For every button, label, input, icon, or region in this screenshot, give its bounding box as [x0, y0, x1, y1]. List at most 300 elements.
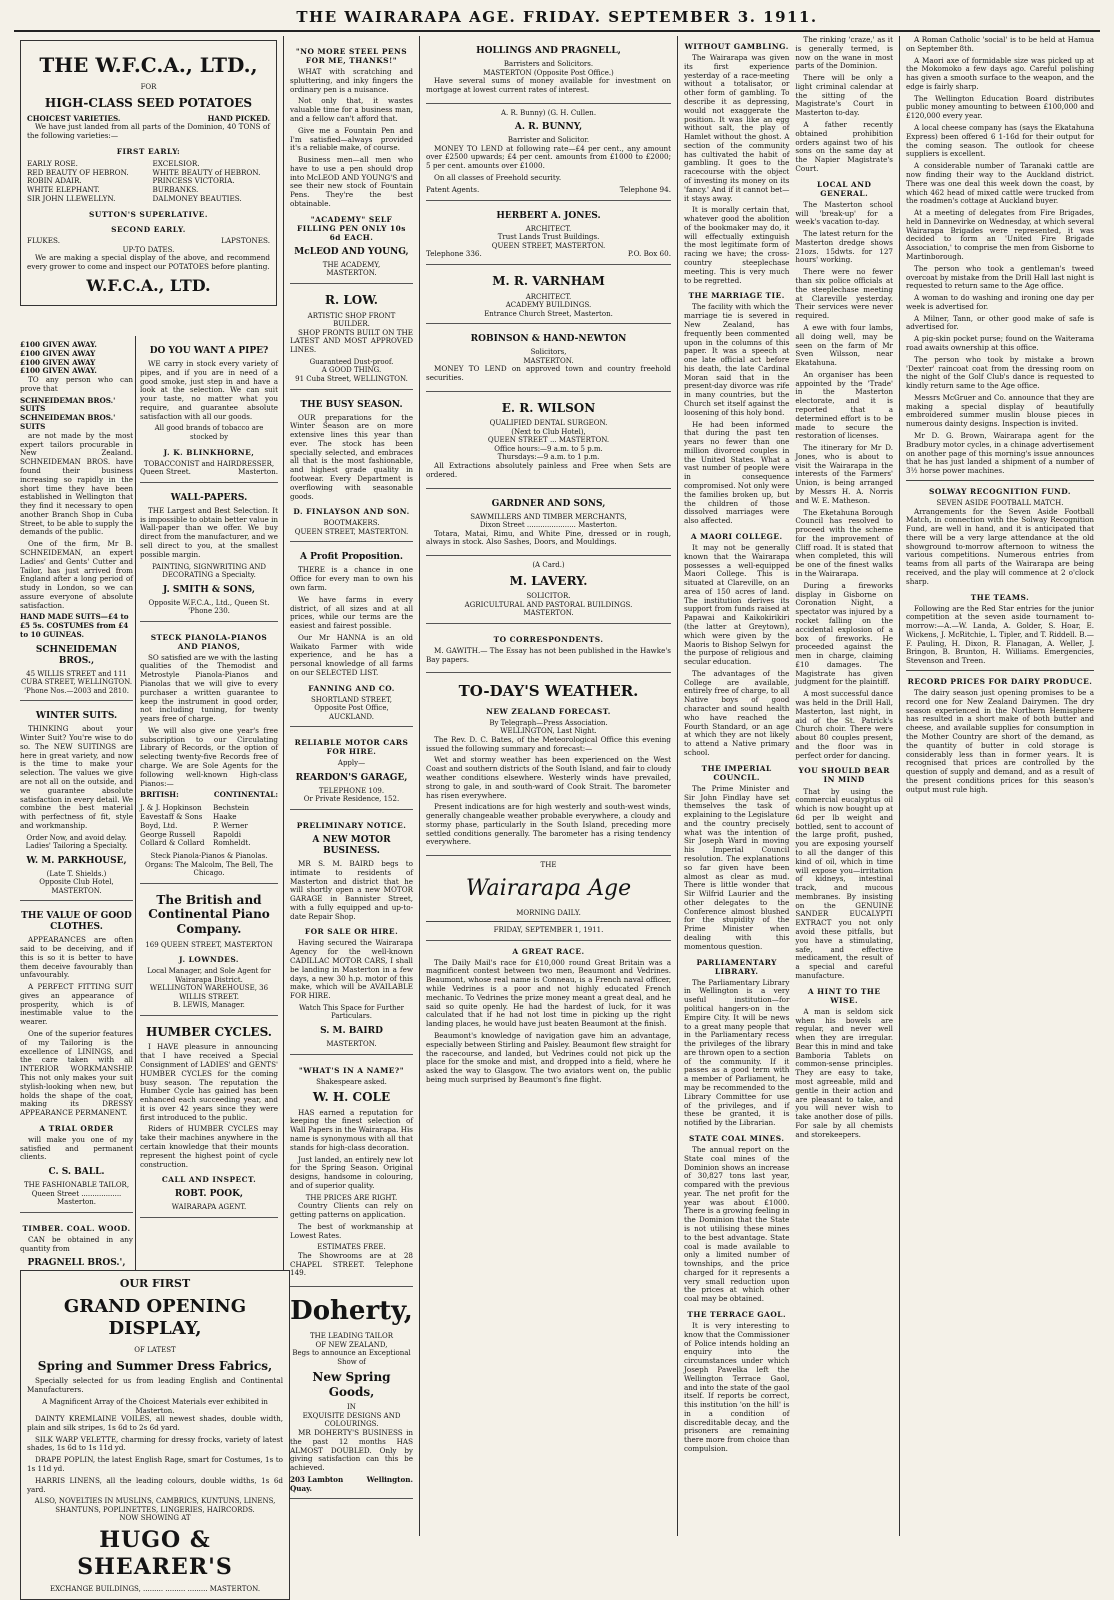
- news-item: A Milner, Tann, or other good make of safe is advertised for.: [906, 313, 1094, 332]
- solway-head: SOLWAY RECOGNITION FUND.: [928, 486, 1072, 496]
- notice-head: PRELIMINARY NOTICE.: [296, 821, 407, 830]
- profit-body: THERE is a chance in one Office for every man to own his own farm.: [290, 565, 413, 592]
- wfca-variety: DALMONEY BEAUTIES.: [152, 194, 242, 204]
- news-item: The rinking 'craze,' as it is generally termed, is now on the wane in most parts of the Dominion.: [795, 35, 893, 71]
- value-body2: A PERFECT FITTING SUIT gives an appearance of prosperity, which is of inestimable value to the wearer.: [20, 982, 133, 1027]
- grand-item: HARRIS LINENS, all the leading colours, double widths, 1s 6d yard.: [27, 1475, 283, 1494]
- jones-firm: HERBERT A. JONES.: [496, 210, 601, 221]
- teams-body: Following are the Red Star entries for the junior competition at the seven aside tournament to-morrow:—A.—W. Landa, A. Golder, S. Hoar, E. Wickens, J. McRitchie, L. Tipler, and T. Riddell. B.—F. Pauling, H. Dixon, R. Flanagan, A. Weller, J. Bringon, B. Brunton, H. Williams. Emergencies, Stevenson and Treen.: [906, 603, 1094, 666]
- giveaway-line: £100 GIVEN AWAY: [20, 357, 96, 367]
- gardner-firm: GARDNER AND SONS,: [491, 498, 606, 509]
- notice-body: MR S. M. BAIRD begs to intimate to residents of Masterton and district that he will shortly open a new MOTOR GARAGE in Bannister Street, with a fully equipped and up-to-date Repair Shop.: [290, 858, 413, 921]
- hollings-ad: [426, 36, 671, 104]
- jones-addr2: QUEEN STREET, MASTERTON.: [491, 241, 606, 250]
- winter-title: WINTER SUITS.: [35, 711, 118, 722]
- local-item: During a fireworks display in Gisborne on Coronation Night, a spectator was injured by a rocket falling on the accidental explosion of a box of fireworks. He proceeded against the men in charge, claiming £10 damages. The Magistrate has given judgment for the plaintiff.: [795, 580, 893, 687]
- wfca-for: FOR: [140, 83, 157, 92]
- bunny-tel: Telephone 94.: [619, 184, 671, 194]
- bunny-body: MONEY TO LEND at following rate—£4 per cent., any amount over £2500 upwards; £4 per cent. amounts from £1000 to £2000; 5 per cent. amounts over £1000.: [426, 143, 671, 171]
- british-piano-manager: B. LEWIS, Manager.: [173, 1001, 245, 1010]
- busy-ad: [290, 390, 413, 543]
- pens-firm: McLEOD AND YOUNG,: [294, 246, 409, 257]
- robinson-town: MASTERTON.: [523, 356, 574, 365]
- age-date: FRIDAY, SEPTEMBER 1, 1911.: [493, 926, 604, 935]
- imperial-head: THE IMPERIAL COUNCIL.: [701, 763, 772, 782]
- grand-title: GRAND OPENING DISPLAY,: [63, 1296, 247, 1340]
- race-article: [426, 947, 671, 1085]
- pens-addr: THE ACADEMY,: [322, 260, 381, 269]
- piano-brand: Collard & Collard: [140, 838, 205, 848]
- race-body2: Beaumont's knowledge of navigation gave him an advantage, especially between Stirling and Paisley. Beaumont flew straight for the racecourse, and landed, but Vedrines could not pick up the place for the smoke and mist, and dropped into a field, where he asked the way to Glasgow. The two aviators went on, the public being much surprised by Beaumont's fine flight.: [426, 1030, 671, 1084]
- bunny-role: Barrister and Solicitor.: [507, 136, 590, 145]
- weather-title: TO-DAY'S WEATHER.: [458, 682, 639, 701]
- lavery-ad: [426, 556, 671, 624]
- bunny-firm: A. R. BUNNY,: [514, 122, 583, 133]
- bunny-names: A. R. Bunny) (G. H. Cullen.: [500, 108, 597, 117]
- gaol-body: It is very interesting to know that the Commissioner of Police intends holding an enquiry into the circumstances under which Joseph Pawelka left the Wellington Terrace Gaol, and into the state of the gaol itself. If reports be correct, this institution 'on the hill' is in a condition of discreditable decay, and the prisoners are remaining there more from choice than compulsion.: [684, 1321, 790, 1453]
- column-4: [678, 36, 900, 1536]
- steck-steck: Steck Pianola-Pianos & Pianolas.: [150, 852, 268, 861]
- doherty-addr: 203 Lambton Quay.: [290, 1474, 344, 1493]
- news-item: A woman to do washing and ironing one day per week is advertised for.: [906, 293, 1094, 311]
- steck-title: STECK PIANOLA-PIANOS AND PIANOS,: [150, 632, 268, 651]
- weather-date: WELLINGTON, Last Night.: [500, 727, 597, 736]
- jones-addr: Trust Lands Trust Buildings.: [497, 233, 600, 242]
- cole-ad: [290, 1055, 413, 1288]
- rlow-addr: 91 Cuba Street, WELLINGTON.: [295, 375, 408, 383]
- grand-firm: HUGO & SHEARER'S: [77, 1526, 233, 1580]
- marriage-head: THE MARRIAGE TIE.: [688, 291, 785, 301]
- robinson-sub: Solicitors,: [530, 348, 567, 357]
- news-item: A father recently obtained prohibition orders against two of his sons on the same day at the Napier Magistrate's Court.: [795, 120, 893, 173]
- jones-tel: Telephone 336.: [426, 249, 482, 259]
- rlow-title: R. LOW.: [324, 292, 378, 307]
- grand-our-first: OUR FIRST: [119, 1277, 191, 1290]
- lavery-role: SOLICITOR.: [526, 592, 571, 601]
- mind-head: YOU SHOULD BEAR IN MIND: [798, 766, 890, 785]
- wfca-footer: We are making a special display of the above, and recommend every grower to come and inspect our POTATOES before planting.: [27, 253, 270, 271]
- grand-footer: EXCHANGE BUILDINGS, ......... ......... ......... MASTERTON.: [49, 1584, 261, 1593]
- column-2: [284, 36, 420, 1536]
- value-trial2: will make you one of my satisfied and permanent clients.: [20, 1134, 133, 1162]
- news-item: Mr D. G. Brown, Wairarapa agent for the Bradbury motor cycles, in a chinage advertisement on another page of this morning's issue announces that he has just landed a shipment of a number of 3½ horse power machines.: [906, 431, 1094, 476]
- gardner-ad: [426, 489, 671, 557]
- coal-body: The annual report on the State coal mines of the Dominion shows an increase of 30,827 tons last year, compared with the previous year. The net profit for the year was about £1000. There is a growing feeling in the Dominion that the State is not utilising these mines to the best advantage. State coal is made available to only a limited number of townships, and the price charged for it represents a very small reduction upon the prices at which other coal may be obtained.: [684, 1144, 790, 1304]
- dairy-body: The dairy season just opening promises to be a record one for New Zealand Dairymen. The dry season experienced in the Northern Hemisphere has resulted in a short make of both butter and cheese, and available supplies for consumption in the Mother Country are short of the demand, as the quantity of butter in cold storage is considerably less than in former years. It is recognised that prices are controlled by the question of supply and demand, and as a result of the present conditions prices for this season's output must rule high.: [906, 688, 1094, 794]
- rlow-sub: ARTISTIC SHOP FRONT BUILDER.: [307, 311, 396, 329]
- lavery-firm: M. LAVERY.: [509, 573, 588, 588]
- varnham-addr: ACADEMY BUILDINGS.: [505, 301, 592, 310]
- piano-brand: P. Werner: [213, 820, 248, 830]
- robinson-body: MONEY TO LEND on approved town and country freehold securities.: [426, 364, 671, 382]
- pipe-firm: J. K. BLINKHORNE,: [163, 447, 255, 457]
- notice-town: MASTERTON.: [326, 1039, 377, 1048]
- news-item: A Maori axe of formidable size was picked up at the Mokomoko a few days ago. Careful polishing has given a smooth surface to the weapon, and the edge is fairly sharp.: [906, 55, 1094, 91]
- pipe-addr: Queen Street.: [140, 467, 191, 477]
- wfca-lapstones: LAPSTONES.: [221, 235, 270, 245]
- rlow-good: A GOOD THING.: [321, 366, 382, 375]
- wilson-body: All Extractions absolutely painless and Free when Sets are ordered.: [426, 460, 671, 479]
- doherty-in: IN: [347, 1403, 356, 1412]
- library-body: The Parliamentary Library in Wellington is a very useful institution—for political hangers-on in the Empire City. It will be news to a great many people that in the Parliamentary recess the privileges of the library are thrown open to a section of the community. If it passes as a good term with a member of Parliament, he may be recommended to the Library Committee for use of the privileges, and if these be granted, it is notified by the Librarian.: [684, 977, 790, 1128]
- pens-ad: [290, 36, 413, 284]
- humber-body2: Riders of HUMBER CYCLES may take their machines anywhere in the certain knowledge that their mounts represent the highest point of cycle construction.: [140, 1124, 278, 1169]
- gaol-head: THE TERRACE GAOL.: [687, 1310, 787, 1320]
- schneideman-phone: 'Phone Nos.—2003 and 2810.: [24, 686, 129, 695]
- humber-firm: ROBT. POOK,: [174, 1189, 244, 1200]
- wilson-firm: E. R. WILSON: [501, 400, 596, 415]
- profit-town: AUCKLAND.: [329, 712, 374, 721]
- pipe-role: TOBACCONIST and HAIRDRESSER,: [143, 459, 275, 468]
- schneideman-body: are not made by the most expert tailors procurable in New Zealand. SCHNEIDEMAN BROS. have found their business increasing so rapidly in the short time they have been established in Wellington that they find it necessary to open another Branch Shop in Cuba Street, to be able to supply the demands of the public.: [20, 430, 134, 537]
- piano-brand: Boyd, Ltd.: [140, 820, 178, 830]
- giveaway-line: £100 GIVEN AWAY.: [20, 366, 97, 376]
- piano-brand: Bechstein: [213, 803, 249, 813]
- wfca-superlative: SUTTON'S SUPERLATIVE.: [89, 209, 208, 219]
- schneideman-firm: SCHNEIDEMAN BROS.,: [35, 644, 118, 666]
- local-item: The itinerary for Mr D. Jones, who is about to visit the Wairarapa in the interests of the Farmers' Union, is being arranged by Messrs H. A. Norris and W. E. Matheson.: [795, 443, 893, 505]
- wfca-variety: BURBANKS.: [152, 185, 199, 195]
- wfca-intro: We have just landed from all parts of the Dominion, 40 TONS of the following varieties:—: [27, 122, 270, 141]
- hint-head: A HINT TO THE WISE.: [807, 986, 881, 1005]
- british-piano-title: The British and Continental Piano Company.: [148, 892, 270, 936]
- winter-ad: [20, 701, 133, 901]
- busy-title: THE BUSY SEASON.: [300, 399, 403, 410]
- british-piano-role: Local Manager, and Sole Agent for Wairarapa District.: [147, 967, 271, 984]
- robinson-firm: ROBINSON & HAND-NEWTON: [470, 334, 627, 345]
- wilson-thurs: Thursdays:—9 a.m. to 1 p.m.: [497, 453, 600, 462]
- schneideman-line: SCHNEIDEMAN BROS.' SUITS: [20, 395, 116, 414]
- timber-head: TIMBER. COAL. WOOD.: [22, 1223, 131, 1233]
- cole-body3: Country Clients can rely on getting patterns on application.: [290, 1201, 413, 1220]
- doherty-body: MR DOHERTY'S BUSINESS in the past 12 months HAS ALMOST DOUBLED. Only by giving satisfaction can this be achieved.: [290, 1427, 413, 1473]
- local-item: The Masterton school will 'break-up' for a week's vacation to-day.: [795, 199, 893, 227]
- doherty-new: New Spring Goods,: [312, 1370, 391, 1399]
- motorcar-firm: REARDON'S GARAGE,: [295, 772, 408, 783]
- library-head: PARLIAMENTARY LIBRARY.: [696, 957, 777, 976]
- steck-body2: We will also give one year's free subscription to our Circulating Library of Records, or the option of selecting twenty-five Records free of charge. We are Sole Agents for the following well-known High-class Pianos:—: [140, 725, 278, 788]
- column-5: [900, 36, 1100, 1536]
- varnham-firm: M. R. VARNHAM: [492, 273, 605, 288]
- column-1: [14, 36, 284, 1593]
- varnham-ad: [426, 265, 671, 324]
- doherty-sub: THE LEADING TAILOR: [309, 1331, 393, 1340]
- local-item: An organiser has been appointed by the 'Trade' in the Masterton electorate, and it is reported that a determined effort is to be made to secure the restoration of licenses.: [795, 369, 893, 441]
- marriage-body2: He had been informed that during the past ten years no fewer than one million divorced couples in the United States. What a vast number of people were in consequence compromised. Not only were the families broken up, but the children of those dissolved marriages were also affected.: [684, 419, 790, 526]
- cole-firm: W. H. COLE: [312, 1090, 391, 1105]
- doherty-town: Wellington.: [366, 1474, 413, 1484]
- pens-body3: Give me a Fountain Pen and I'm satisfied—always provided it's a reliable make, of course.: [290, 125, 413, 153]
- wfca-sign: W.F.C.A., LTD.: [86, 275, 211, 295]
- pens-head: "NO MORE STEEL PENS FOR ME, THANKS!": [295, 47, 408, 66]
- news-item: At a meeting of delegates from Fire Brigades, held in Dannevirke on Wednesday, at which several Wairarapa Brigades were represented, it was decided to form an 'United Fire Brigade Association,' to comprise the men from Gisborne to Martinborough.: [906, 208, 1094, 261]
- local-item: The latest return for the Masterton dredge shows 21ozs. 15dwts. for 127 hours' working.: [795, 229, 893, 265]
- wallpapers-firm: J. SMITH & SONS,: [163, 584, 255, 595]
- motorcar-ad: [290, 727, 413, 810]
- news-item: A local cheese company has (says the Ekatahuna Express) been offered 6 1-16d for their output for the coming season. The outlook for cheese suppliers is excellent.: [906, 123, 1094, 159]
- winter-order: Order Now, and avoid delay.: [26, 833, 127, 842]
- notice-ad: [290, 810, 413, 1055]
- notice-body2: Having secured the Wairarapa Agency for the well-known CADILLAC MOTOR CARS, I shall be landing in Masterton in a few days, a new 30 h.p. motor of this make, which will be AVAILABLE FOR HIRE.: [290, 938, 413, 1001]
- wallpapers-phone: 'Phone 230.: [188, 607, 230, 616]
- notice-sale: FOR SALE OR HIRE.: [304, 927, 399, 937]
- british-piano-warehouse: WELLINGTON WAREHOUSE, 36 WILLIS STREET.: [149, 984, 269, 1001]
- steck-body: SO satisfied are we with the lasting qualities of the Themodist and Metrostyle Pianola-Pianos and Pianolas that we will give to every purchaser a written guarantee to keep the instrument in good order, not including tuning, for twenty years free of charge.: [140, 652, 278, 724]
- british-piano-ad: [140, 884, 278, 1016]
- wfca-variety: ROBIN ADAIR.: [27, 176, 82, 186]
- busy-addr: QUEEN STREET, MASTERTON.: [294, 527, 409, 536]
- value-firm: C. S. BALL.: [48, 1167, 105, 1178]
- timber-firm: PRAGNELL BROS.',: [27, 1258, 126, 1269]
- cole-prices: THE PRICES ARE RIGHT.: [305, 1193, 398, 1202]
- masthead: THE WAIRARAPA AGE. FRIDAY. SEPTEMBER 3. 1911.: [296, 8, 818, 26]
- weather-body: The Rev. D. C. Bates, of the Meteorological Office this evening issued the following summary and forecast:—: [426, 734, 671, 753]
- jones-ad: [426, 201, 671, 265]
- schneideman-line: SCHNEIDEMAN BROS.' SUITS: [20, 413, 116, 432]
- pipe-body: WE carry in stock every variety of pipes, and if you are in need of a good smoke, just step in and have a look at the selection. We can suit your taste, no matter what you require, and guarantee absolute satisfaction with all our goods.: [140, 358, 278, 421]
- busy-firm: D. FINLAYSON AND SON.: [293, 507, 410, 517]
- wfca-variety: SIR JOHN LLEWELLYN.: [27, 194, 116, 204]
- wfca-title: THE W.F.C.A., LTD.,: [39, 53, 258, 77]
- piano-brand: Rapoldi: [213, 829, 241, 839]
- pens-body2: Not only that, it wastes valuable time for a business man, and a fellow can't afford that.: [290, 96, 413, 123]
- piano-brand: Eavestaff & Sons: [140, 811, 203, 821]
- notice-title: A NEW MOTOR BUSINESS.: [312, 835, 391, 856]
- schneideman-lead: TO any person who can prove that: [20, 375, 133, 393]
- doherty-designs: EXQUISITE DESIGNS AND COLOURINGS.: [302, 1411, 401, 1429]
- grand-spring: Spring and Summer Dress Fabrics,: [37, 1358, 273, 1373]
- wallpapers-ad: [140, 483, 278, 622]
- column-3: [420, 36, 678, 1536]
- wilson-addr: (Next to Club Hotel),: [511, 427, 586, 436]
- corresp-body: M. GAWITH.— The Essay has not been published in the Hawke's Bay papers.: [426, 645, 671, 664]
- doherty-begs: Begs to announce an Exceptional Show of: [292, 1349, 411, 1366]
- wfca-variety: WHITE BEAUTY of HEBRON.: [152, 167, 261, 177]
- humber-role: WAIRARAPA AGENT.: [171, 1203, 247, 1212]
- age-nameplate: [426, 856, 671, 940]
- humber-call: CALL AND INSPECT.: [161, 1175, 257, 1185]
- piano-brand: Romheldt.: [213, 838, 251, 848]
- pens-town: MASTERTON.: [326, 269, 377, 278]
- motorcar-head: RELIABLE MOTOR CARS FOR HIRE.: [294, 738, 409, 757]
- grand-item: DRAPE POPLIN, the latest English Rage, smart for Costumes, 1s to 1s 11d yd.: [27, 1455, 283, 1473]
- wfca-variety: PRINCESS VICTORIA.: [152, 176, 235, 186]
- lavery-town: MASTERTON.: [523, 609, 574, 618]
- notice-watch: Watch This Space for Further Particulars.: [298, 1003, 405, 1021]
- wfca-flukes: FLUKES.: [27, 235, 60, 245]
- wallpapers-services: PAINTING, SIGNWRITING AND DECORATING a Specialty.: [151, 562, 267, 580]
- news-item: A pig-skin pocket purse; found on the Waiterama road awaits ownership at this office.: [906, 334, 1094, 352]
- piano-brand: George Russell: [140, 829, 196, 839]
- pipe-title: DO YOU WANT A PIPE?: [149, 346, 269, 356]
- value-ad: [20, 901, 133, 1213]
- grand-item: SILK WARP VELETTE, charming for dressy frocks, variety of latest shades, 1s 6d to 1s 11d yd.: [27, 1434, 283, 1453]
- value-body: APPEARANCES are often said to be deceiving, and if this is so it is better to have them deceive favourably than unfavourably.: [20, 935, 133, 980]
- wfca-variety: EXCELSIOR.: [152, 158, 200, 168]
- wfca-choicest: CHOICEST VARIETIES.: [27, 113, 121, 123]
- cole-body: HAS earned a reputation for keeping the finest selection of Wall Papers in the Wairarapa. His name is synonymous with all that stands for high-class decoration.: [290, 1107, 413, 1152]
- wfca-handpicked: HAND PICKED.: [207, 113, 270, 123]
- wfca-headline: HIGH-CLASS SEED POTATOES: [44, 95, 253, 110]
- imperial-body: The Prime Minister and Sir John Findlay have set themselves the task of explaining to the Legislature and the country precisely what was the intention of Sir Joseph Ward in moving his Imperial Council resolution. The explanations so far given have been almost as clear as mud. There is little wonder that Sir Wilfrid Laurier and the other delegates to the Conference almost blushed for the stupidity of the Prime Minister when dealing with this momentous question.: [684, 783, 790, 951]
- news-item: A considerable number of Taranaki cattle are now finding their way to the Auckland district. There was one deal this week down the coast, by which 462 head of mixed cattle were trucked from the roadmen's cottage at Auckland buyer.: [906, 161, 1094, 206]
- winter-late: (Late T. Shields.): [46, 869, 107, 878]
- cole-quote: "WHAT'S IN A NAME?": [298, 1065, 405, 1075]
- busy-role: BOOTMAKERS.: [323, 519, 380, 528]
- maori-body: It may not be generally known that the Wairarapa possesses a well-equipped Maori College. This is situated at Clareville, on an area of 150 acres of land. The institution derives its support from funds raised at Papawai and Kaikokirikiri (the latter at Greytown), which were given by the Maoris to Bishop Selwyn for the purpose of religious and secular education.: [684, 542, 790, 667]
- humber-title: HUMBER CYCLES.: [146, 1024, 272, 1039]
- weather: [426, 673, 671, 856]
- news-item: Messrs McGruer and Co. announce that they are making a special display of beautifully embroidered summer muslin blouse pieces in numerous dainty designs. Inspection is invited.: [906, 392, 1094, 429]
- weather-body2: Wet and stormy weather has been experienced on the West Coast and southern districts of the South Island, and fair to cloudy weather conditions elsewhere. Westerly winds have prevailed, strong to gale, in and south-ward of Cook Strait. The barometer has risen everywhere.: [426, 755, 671, 800]
- doherty-title: Doherty,: [290, 1296, 413, 1327]
- humber-body: I HAVE pleasure in announcing that I have received a Special Consignment of LADIES' and GENTS' HUMBER CYCLES for the coming busy season. The reputation the Humber Cycle has gained has been enhanced each succeeding year, and it is over 42 years since they were first introduced to the public.: [140, 1042, 278, 1122]
- profit-addr: SHORTLAND STREET,: [311, 695, 392, 704]
- steck-ad: [140, 622, 278, 884]
- winter-body: THINKING about your Winter Suit? You're wise to do so. The NEW SUITINGS are here in great variety, and now is the time to make your selection. The values we give are not all on the outside, and we guarantee absolute satisfaction in every detail. We combine the best material with perfectness of fit, style and workmanship.: [20, 724, 133, 830]
- steck-continental: CONTINENTAL:: [213, 790, 278, 800]
- wfca-second-early: SECOND EARLY.: [111, 224, 186, 234]
- pipe-brands: All good brands of tobacco are stocked by: [154, 424, 264, 441]
- giveaway-line: £100 GIVEN AWAY.: [20, 340, 97, 349]
- doherty-of: OF NEW ZEALAND,: [315, 1340, 388, 1349]
- winter-ladies: Ladies' Tailoring a Specialty.: [25, 842, 128, 851]
- news-item: The Wellington Education Board distributes public money amounting to between £100,000 and £120,000 every year.: [906, 93, 1094, 121]
- profit-body3: Our Mr HANNA is an old Waikato Farmer with wide experience, and he has a personal knowledge of all farms on our SELECTED LIST.: [290, 632, 413, 677]
- teams-head: THE TEAMS.: [970, 592, 1030, 602]
- cole-estimates: ESTIMATES FREE.: [317, 1243, 386, 1252]
- motorcar-apply: Apply—: [337, 759, 366, 768]
- wilson-hours: Office hours:—9 a.m. to 5 p.m.: [494, 444, 603, 453]
- gambling-body: The Wairarapa was given its first experience yesterday of a race-meeting without a totalisator, or other form of gambling. To describe it as depressing, would not exaggerate the position. It was like an egg without salt, the play of Hamlet without the ghost. A section of the community has cultivated the habit of gambling. It goes to the racecourse with the object of investing its money on its 'fancy.' And if it cannot bet—it stays away.: [684, 53, 790, 203]
- hollings-sub: Barristers and Solicitors.: [503, 59, 594, 68]
- news-item: There will be only a light criminal calendar at the sitting of the Magistrate's Court in Masterton to-day.: [795, 73, 893, 118]
- rlow-body: SHOP FRONTS BUILT ON THE LATEST AND MOST APPROVED LINES.: [290, 327, 414, 355]
- gardner-body: Totara, Matai, Rimu, and White Pine, dressed or in rough, always in stock. Also Sashes, Doors, and Mouldings.: [426, 528, 671, 547]
- wfca-uptodates: UP-TO DATES.: [122, 245, 175, 254]
- grand-intro: Specially selected for us from leading English and Continental Manufacturers.: [27, 1376, 283, 1395]
- marriage-body: The facility with which the marriage tie is severed in New Zealand, has frequently been commented upon in the columns of this paper. It was a speech at one late official act before his death, the late Cardinal Moran said that in the present-day divorce was rife in many countries, but the Church set itself against the loosening of this holy bond.: [684, 302, 790, 417]
- profit-title: A Profit Proposition.: [299, 552, 403, 563]
- schneideman-addr: 45 WILLIS STREET and 111 CUBA STREET, WELLINGTON.: [20, 669, 133, 687]
- coal-head: STATE COAL MINES.: [688, 1133, 785, 1143]
- bunny-agents: Patent Agents.: [426, 184, 480, 194]
- piano-brand: Haake: [213, 811, 237, 821]
- busy-body: OUR preparations for the Winter Season are on more extensive lines this year than ever. The stock has been specially selected, and embraces all that is the most fashionable, and highest grade quality in footwear. Every Department is overflowing with seasonable goods.: [290, 412, 413, 501]
- pens-feature: "ACADEMY" SELF FILLING PEN ONLY 10s 6d EACH.: [297, 214, 406, 242]
- corresp-head: TO CORRESPONDENTS.: [493, 634, 604, 644]
- hollings-body: Have several sums of money available for investment on mortgage at lowest current rates of interest.: [426, 76, 671, 94]
- rlow-guarantee: Guaranteed Dust-proof.: [309, 357, 394, 366]
- local-head: LOCAL AND GENERAL.: [816, 179, 872, 198]
- winter-addr: Opposite Club Hotel, MASTERTON.: [39, 878, 114, 895]
- jones-po: P.O. Box 60.: [627, 249, 671, 259]
- bunny-claims: On all classes of Freehold security.: [434, 172, 562, 182]
- weather-sub: NEW ZEALAND FORECAST.: [486, 706, 611, 716]
- motorcar-phone: TELEPHONE 109.: [318, 786, 385, 795]
- rlow-ad: [290, 284, 413, 390]
- maori-head: A MAORI COLLEGE.: [690, 531, 783, 541]
- local-item: A ewe with four lambs, all doing well, may be seen on the farm of Mr Sven Wilsson, near Ekatahuna.: [795, 322, 893, 368]
- profit-body2: We have farms in every district, of all sizes and at all prices, while our terms are the easiest and fairest possible.: [290, 594, 413, 631]
- grand-item: DAINTY KREMLAINE VOILES, all newest shades, double width, plain and silk stripes, 1s 6d to 2s 6d yard.: [27, 1414, 283, 1432]
- pipe-ad: [140, 336, 278, 483]
- steck-british: BRITISH:: [140, 790, 179, 800]
- grand-now: NOW SHOWING AT: [119, 1514, 191, 1523]
- doherty-ad: [290, 1287, 413, 1499]
- hint-body: A man is seldom sick when his bowels are regular, and never well when they are irregular. Bear this in mind and take Bamboria Tablets on common-sense principles. They are easy to take, most agreeable, mild and gentle in their action and are pleasant to take, and you will never wish to take another dose of pills. For sale by all chemists and storekeepers.: [795, 1006, 893, 1139]
- local-item: There were no fewer than six police officials at the steeplechase meeting at Clareville yesterday. Their services were never required.: [795, 267, 893, 321]
- solway-body: Arrangements for the Seven Aside Football Match, in connection with the Solway Recognition Fund, are well in hand, and it is anticipated that there will be a very large attendance at the old showground to-morrow afternoon to witness the various competitions. Numerous entries from teams from all parts of the Wairarapa are being received, and the play will commence at 2 o'clock sharp.: [906, 506, 1094, 586]
- gambling-body2: It is morally certain that, whatever good the abolition of the bookmaker may do, it will effectually extinguish the most legitimate form of racing we have; the cross-country steeplechase meeting. This is very much to be regretted.: [684, 205, 790, 285]
- value-addr: Queen Street .................. Masterton.: [31, 1189, 122, 1207]
- giveaway-line: £100 GIVEN AWAY: [20, 348, 96, 358]
- masthead-rule: [14, 30, 1100, 32]
- timber-body: CAN be obtained in any quantity from: [20, 1234, 133, 1253]
- value-trial: A TRIAL ORDER: [39, 1123, 114, 1133]
- cole-body4: The best of workmanship at Lowest Rates.: [290, 1221, 413, 1240]
- age-the: THE: [540, 861, 557, 870]
- motorcar-res: Or Private Residence, 152.: [303, 795, 400, 804]
- profit-ad: [290, 542, 413, 727]
- grand-of-latest: OF LATEST: [134, 1346, 176, 1355]
- pens-body: WHAT with scratching and spluttering, and inky fingers the ordinary pen is a nuisance.: [290, 67, 413, 94]
- wilson-addr2: QUEEN STREET ... MASTERTON.: [487, 436, 610, 445]
- race-head: A GREAT RACE.: [512, 946, 585, 956]
- wilson-role: QUALIFIED DENTAL SURGEON.: [489, 419, 608, 428]
- schneideman-hand: HAND MADE SUITS—£4 to £5 5s. COSTUMES from £4 to 10 GUINEAS.: [20, 612, 129, 639]
- hollings-addr: MASTERTON (Opposite Post Office.): [483, 68, 614, 77]
- local-item: The Eketahuna Borough Council has resolved to proceed with the scheme for the improvement of Cliff road. It is stated that when completed, this will be one of the finest walks in the Wairarapa.: [795, 507, 893, 579]
- age-sub: MORNING DAILY.: [516, 908, 581, 917]
- humber-ad: [140, 1016, 278, 1218]
- wfca-variety: RED BEAUTY OF HEBRON.: [27, 167, 129, 177]
- gardner-addr: Dixon Street ...................... Masterton.: [479, 521, 618, 530]
- mind-body: That by using the commercial eucalyptus oil which is now bought up at 6d per lb weight and bottled, sent to account of the large profit, pushed, you are exposing yourself to all the danger of this kind of oil, which in time will expose you—irritation of kidneys, intestinal track, and mucous membranes. By insisting on the GENUINE SANDER EUCALYPTI EXTRACT you not only avoid these pitfalls, but you have a stimulating, safe, and effective medicament, the result of a special and careful manufacture.: [795, 786, 893, 980]
- news-item: The person who took by mistake a brown 'Dexter' raincoat coat from the dressing room on the night of the Golf Club's dance is requested to kindly return same to the Age office.: [906, 354, 1094, 391]
- grand-also: ALSO, NOVELTIES IN MUSLINS, CAMBRICS, KUNTUNS, LINENS, SHANTUNS, POPLINETTES, LINGERIES, HAIRCORDS.: [34, 1497, 276, 1514]
- cole-showrooms: The Showrooms are at 28 CHAPEL STREET. Telephone 149.: [290, 1250, 413, 1278]
- pens-body4: Business men—all men who have to use a pen should drop into McLEOD AND YOUNG'S and see their new stock of Fountain Pens. They're the best obtainable.: [290, 155, 413, 208]
- lavery-sub: AGRICULTURAL AND PASTORAL BUILDINGS.: [464, 600, 633, 609]
- value-title: THE VALUE OF GOOD CLOTHES.: [21, 911, 132, 933]
- weather-body3: Present indications are for high westerly and south-west winds, generally changeable weather probable everywhere, a cloudy and stormy phase, particularly in the South Island, preceding more settled conditions generally. The barometer has a rising tendency everywhere.: [426, 802, 671, 847]
- steck-organs: Organs: The Malcolm, The Bell, The Chicago.: [144, 860, 274, 878]
- british-piano-agent: J. LOWNDES.: [179, 955, 239, 965]
- value-sub: THE FASHIONABLE TAILOR,: [23, 1181, 130, 1190]
- wfca-variety: WHITE ELEPHANT.: [27, 185, 100, 195]
- weather-by: By Telegraph—Press Association.: [489, 718, 608, 727]
- varnham-role: ARCHITECT.: [525, 292, 572, 301]
- cole-body2: Just landed, an entirely new lot for the Spring Season. Original designs, handsome in colouring, and of superior quality.: [290, 1154, 413, 1190]
- race-body: The Daily Mail's race for £10,000 round Great Britain was a magnificent contest between two men, Beaumont and Vedrines. Beaumont, whose real name is Conneau, is a French naval officer, while Vedrines is a poor and not highly educated French mechanic. To Vedrines the prize money meant a great deal, and he said so quite openly. He had the hardest of luck, for it was calculated that if he had not lost time in picking up the right landing places, he would have just beaten Beaumont at the finish.: [426, 957, 671, 1029]
- value-body3: One of the superior features of my Tailoring is the excellence of LININGS, and the care taken with all INTERIOR WORKMANSHIP. This not only makes your suit stylish-looking when new, but holds the shape of the coat, making its DRESSY APPEARANCE PERMANENT.: [20, 1029, 133, 1118]
- wfca-first-early: FIRST EARLY:: [116, 146, 181, 156]
- local-item: A most successful dance was held in the Drill Hall, Masterton, last night, in aid of the St. Patrick's Church choir. There were about 80 couples present, and the floor was in perfect order for dancing.: [795, 689, 893, 760]
- bunny-ad: [426, 104, 671, 201]
- wfca-variety: EARLY ROSE.: [27, 158, 78, 168]
- hollings-title: HOLLINGS AND PRAGNELL,: [476, 46, 621, 56]
- wallpapers-title: WALL-PAPERS.: [170, 492, 248, 503]
- gambling-head: WITHOUT GAMBLING.: [684, 42, 789, 51]
- news-item: A Roman Catholic 'social' is to be held at Hamua on September 8th.: [906, 35, 1094, 53]
- giveaway-ad: [20, 336, 133, 701]
- varnham-addr2: Entrance Church Street, Masterton.: [484, 309, 613, 318]
- robinson-ad: [426, 324, 671, 392]
- gardner-role: SAWMILLERS AND TIMBER MERCHANTS,: [470, 512, 627, 521]
- grand-magnificent: A Magnificent Array of the Choicest Materials ever exhibited in Masterton.: [42, 1398, 268, 1415]
- maori-body2: The advantages of the College are available, entirely free of charge, to all Native boys of good character and sound health who have reached the Fourth Standard, or an age at which they are not likely to attend a Native primary school.: [684, 668, 790, 757]
